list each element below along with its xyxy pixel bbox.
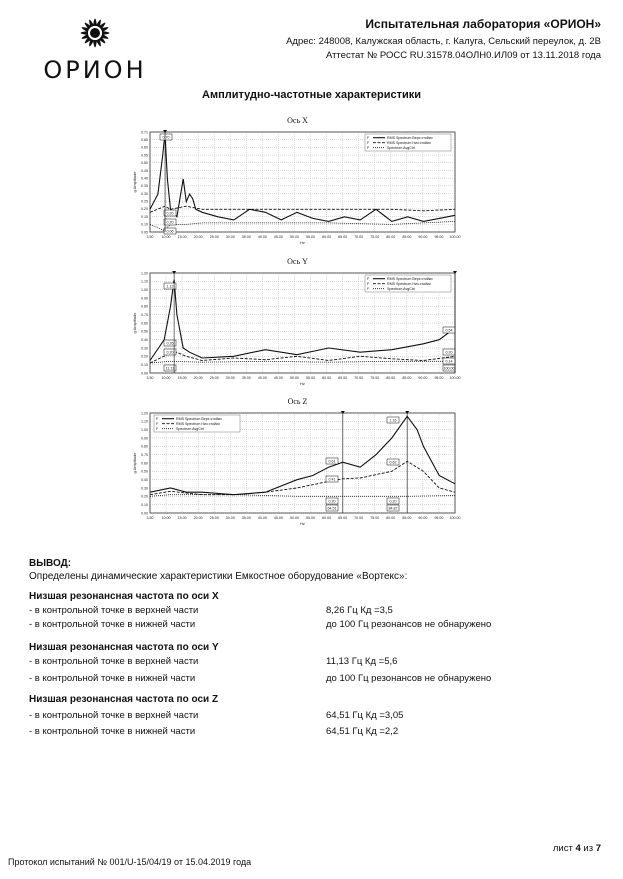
chart-legend bbox=[365, 275, 451, 292]
y-tick-label: 0.60 bbox=[141, 461, 148, 466]
y-tick-label: 0.30 bbox=[141, 346, 148, 351]
conclusion-heading: ВЫВОД: bbox=[29, 558, 72, 569]
row-value: 64,51 Гц Кд =2,2 bbox=[326, 726, 399, 737]
y-tick-label: 1.20 bbox=[141, 411, 148, 416]
annotation-label: 0.41 bbox=[328, 477, 336, 482]
annotation-label: 0.61 bbox=[328, 459, 336, 464]
x-tick-label: 80.00 bbox=[386, 235, 396, 239]
annotation-label: 100.00 bbox=[443, 366, 455, 371]
y-tick-label: 0.10 bbox=[141, 222, 148, 227]
x-tick-label: 35.00 bbox=[241, 235, 251, 239]
y-tick-label: 1.10 bbox=[141, 419, 148, 424]
y-tick-label: 0.70 bbox=[141, 452, 148, 457]
logo-text: ОРИОН bbox=[43, 56, 147, 84]
chart-title: Ось Y bbox=[287, 257, 308, 266]
y-tick-label: 0.05 bbox=[141, 230, 148, 235]
y-tick-label: 0.35 bbox=[141, 184, 148, 189]
row-value: до 100 Гц резонансов не обнаружено bbox=[326, 619, 492, 630]
cursor-marker bbox=[453, 271, 457, 274]
chart-svg-x bbox=[130, 130, 465, 248]
series-line bbox=[150, 495, 455, 497]
x-tick-label: 90.00 bbox=[418, 516, 428, 520]
y-tick-label: 0.10 bbox=[141, 502, 148, 507]
x-tick-label: 30.00 bbox=[225, 235, 235, 239]
legend-entry: RMS Spectrum Низ стойки bbox=[387, 282, 431, 286]
row-label: - в контрольной точке в верхней части bbox=[29, 710, 199, 721]
x-tick-label: 70.00 bbox=[354, 235, 364, 239]
annotation-label: 0.26 bbox=[166, 341, 174, 346]
row-label: - в контрольной точке в нижней части bbox=[29, 673, 196, 684]
y-tick-label: 0.20 bbox=[141, 207, 148, 212]
x-tick-label: 15.00 bbox=[177, 376, 187, 380]
x-tick-label: 70.00 bbox=[354, 516, 364, 520]
cursor-marker bbox=[341, 411, 345, 414]
annotation-label: 1.12 bbox=[166, 284, 174, 289]
x-tick-label: 100.00 bbox=[449, 376, 461, 380]
x-tick-label: 80.00 bbox=[386, 516, 396, 520]
cursor-marker bbox=[163, 130, 167, 133]
legend-flag: F bbox=[367, 141, 370, 145]
y-tick-label: 0.50 bbox=[141, 161, 148, 166]
x-tick-label: 45.00 bbox=[273, 516, 283, 520]
page-prefix: лист bbox=[552, 843, 576, 854]
row-value: до 100 Гц резонансов не обнаружено bbox=[326, 673, 492, 684]
x-tick-label: 75.00 bbox=[370, 516, 380, 520]
y-tick-label: 0.10 bbox=[141, 362, 148, 367]
annotation-label: 0.20 bbox=[328, 499, 336, 504]
y-axis-label: g Amplitude bbox=[132, 452, 137, 474]
x-tick-label: 55.00 bbox=[306, 235, 316, 239]
annotation-label: 0.20 bbox=[166, 350, 174, 355]
annotation-label: 0.20 bbox=[445, 350, 453, 355]
y-tick-label: 1.10 bbox=[141, 279, 148, 284]
legend-entry: RMS Spectrum Верх стойки bbox=[176, 417, 222, 421]
x-axis-label: Hz bbox=[300, 521, 305, 526]
x-tick-label: 75.00 bbox=[370, 376, 380, 380]
legend-flag: F bbox=[367, 282, 370, 286]
y-tick-label: 0.40 bbox=[141, 477, 148, 482]
annotation-label: 0.20 bbox=[166, 211, 174, 216]
x-tick-label: 85.00 bbox=[402, 235, 412, 239]
x-tick-label: 100.00 bbox=[449, 516, 461, 520]
row-value: 64,51 Гц Кд =3,05 bbox=[326, 710, 404, 721]
x-tick-label: 95.00 bbox=[434, 235, 444, 239]
y-tick-label: 0.00 bbox=[141, 511, 148, 516]
conclusion-summary: Определены динамические характеристики Емкостное оборудование «Вортекс»: bbox=[29, 571, 408, 582]
y-tick-label: 0.60 bbox=[141, 145, 148, 150]
row-label: - в контрольной точке в нижней части bbox=[29, 619, 196, 630]
annotation-label: 84.87 bbox=[388, 506, 398, 511]
x-tick-label: 15.00 bbox=[177, 516, 187, 520]
x-tick-label: 95.00 bbox=[434, 516, 444, 520]
y-tick-label: 0.90 bbox=[141, 436, 148, 441]
y-tick-label: 0.30 bbox=[141, 191, 148, 196]
x-tick-label: 70.00 bbox=[354, 376, 364, 380]
series-line bbox=[150, 221, 455, 230]
cursor-marker bbox=[172, 271, 176, 274]
x-tick-label: 10.00 bbox=[161, 516, 171, 520]
y-axis-label: g Amplitude bbox=[132, 171, 137, 193]
y-tick-label: 0.65 bbox=[141, 137, 148, 142]
x-tick-label: 45.00 bbox=[273, 235, 283, 239]
x-tick-label: 100.00 bbox=[449, 235, 461, 239]
x-tick-label: 3.50 bbox=[146, 235, 154, 239]
x-tick-label: 40.00 bbox=[257, 376, 267, 380]
legend-entry: Spectrum AvgCtrl bbox=[387, 146, 415, 150]
x-tick-label: 25.00 bbox=[209, 235, 219, 239]
legend-flag: F bbox=[367, 136, 370, 140]
x-tick-label: 75.00 bbox=[370, 235, 380, 239]
y-tick-label: 0.90 bbox=[141, 296, 148, 301]
protocol-footer: Протокол испытаний № 001/U-15/04/19 от 15.04.2019 года bbox=[8, 857, 252, 867]
legend-entry: RMS Spectrum Низ стойки bbox=[176, 422, 220, 426]
x-tick-label: 3.50 bbox=[146, 376, 154, 380]
annotation-label: 0.20 bbox=[389, 499, 397, 504]
chart-axis-z bbox=[130, 397, 465, 526]
group-title-x: Низшая резонансная частота по оси X bbox=[29, 591, 219, 602]
chart-axis-y bbox=[130, 257, 465, 386]
y-tick-label: 0.70 bbox=[141, 312, 148, 317]
orion-logo bbox=[40, 8, 150, 88]
x-tick-label: 60.00 bbox=[322, 516, 332, 520]
y-tick-label: 0.45 bbox=[141, 168, 148, 173]
annotation-label: 1.16 bbox=[389, 418, 397, 423]
x-tick-label: 40.00 bbox=[257, 235, 267, 239]
x-tick-label: 15.00 bbox=[177, 235, 187, 239]
lab-name: Испытательная лаборатория «ОРИОН» bbox=[365, 17, 601, 31]
x-tick-label: 60.00 bbox=[322, 235, 332, 239]
x-tick-label: 85.00 bbox=[402, 516, 412, 520]
legend-flag: F bbox=[156, 427, 159, 431]
y-tick-label: 0.00 bbox=[141, 371, 148, 376]
x-tick-label: 35.00 bbox=[241, 376, 251, 380]
x-tick-label: 45.00 bbox=[273, 376, 283, 380]
annotation-label: 11.13 bbox=[165, 366, 175, 371]
x-tick-label: 40.00 bbox=[257, 516, 267, 520]
y-tick-label: 0.71 bbox=[141, 130, 148, 135]
x-tick-label: 30.00 bbox=[225, 376, 235, 380]
y-tick-label: 0.40 bbox=[141, 337, 148, 342]
x-tick-label: 50.00 bbox=[289, 376, 299, 380]
x-axis-label: Hz bbox=[300, 381, 305, 386]
y-tick-label: 0.30 bbox=[141, 486, 148, 491]
legend-entry: Spectrum AvgCtrl bbox=[176, 427, 204, 431]
chart-legend bbox=[154, 415, 240, 432]
legend-flag: F bbox=[367, 277, 370, 281]
section-title: Амплитудно-частотные характеристики bbox=[202, 89, 421, 101]
page-current: 4 bbox=[575, 843, 581, 854]
y-tick-label: 0.55 bbox=[141, 153, 148, 158]
chart-svg-y bbox=[130, 271, 465, 389]
row-value: 8,26 Гц Кд =3,5 bbox=[326, 605, 393, 616]
x-tick-label: 55.00 bbox=[306, 516, 316, 520]
x-tick-label: 20.00 bbox=[193, 376, 203, 380]
annotation-label: 64.51 bbox=[327, 506, 337, 511]
x-tick-label: 3.50 bbox=[146, 516, 154, 520]
y-tick-label: 1.20 bbox=[141, 271, 148, 276]
series-line bbox=[150, 361, 455, 363]
y-axis-label: g Amplitude bbox=[132, 312, 137, 334]
legend-entry: Spectrum AvgCtrl bbox=[387, 287, 415, 291]
y-tick-label: 0.20 bbox=[141, 494, 148, 499]
legend-entry: RMS Spectrum Низ стойки bbox=[387, 141, 431, 145]
y-tick-label: 0.15 bbox=[141, 214, 148, 219]
y-tick-label: 0.80 bbox=[141, 304, 148, 309]
x-tick-label: 10.00 bbox=[161, 376, 171, 380]
row-label: - в контрольной точке в верхней части bbox=[29, 656, 199, 667]
legend-flag: F bbox=[156, 417, 159, 421]
x-tick-label: 65.00 bbox=[338, 235, 348, 239]
x-tick-label: 10.00 bbox=[161, 235, 171, 239]
x-tick-label: 90.00 bbox=[418, 376, 428, 380]
x-tick-label: 50.00 bbox=[289, 235, 299, 239]
annotation-label: 0.62 bbox=[389, 460, 397, 465]
x-tick-label: 60.00 bbox=[322, 376, 332, 380]
lab-address: Адрес: 248008, Калужская область, г. Калуга, Сельский переулок, д. 2В bbox=[286, 36, 601, 47]
x-tick-label: 20.00 bbox=[193, 235, 203, 239]
annotation-label: 0.20 bbox=[166, 220, 174, 225]
chart-svg-z bbox=[130, 411, 465, 536]
y-tick-label: 0.40 bbox=[141, 176, 148, 181]
legend-entry: RMS Spectrum Верх стойки bbox=[387, 277, 433, 281]
legend-flag: F bbox=[367, 146, 370, 150]
annotation-label: 0.14 bbox=[445, 359, 453, 364]
x-tick-label: 35.00 bbox=[241, 516, 251, 520]
chart-legend bbox=[365, 134, 451, 151]
page-sep: из bbox=[580, 843, 596, 854]
cursor-marker bbox=[405, 411, 409, 414]
x-tick-label: 30.00 bbox=[225, 516, 235, 520]
y-tick-label: 0.60 bbox=[141, 321, 148, 326]
x-tick-label: 25.00 bbox=[209, 516, 219, 520]
y-tick-label: 0.80 bbox=[141, 444, 148, 449]
chart-title: Ось Z bbox=[287, 397, 308, 406]
chart-axis-x bbox=[130, 116, 465, 245]
x-tick-label: 65.00 bbox=[338, 376, 348, 380]
x-tick-label: 25.00 bbox=[209, 376, 219, 380]
y-tick-label: 0.50 bbox=[141, 469, 148, 474]
y-tick-label: 1.00 bbox=[141, 427, 148, 432]
group-title-y: Низшая резонансная частота по оси Y bbox=[29, 642, 219, 653]
y-tick-label: 0.50 bbox=[141, 329, 148, 334]
chart-title: Ось X bbox=[287, 116, 308, 125]
x-tick-label: 80.00 bbox=[386, 376, 396, 380]
x-tick-label: 55.00 bbox=[306, 376, 316, 380]
x-tick-label: 90.00 bbox=[418, 235, 428, 239]
row-value: 11,13 Гц Кд =5,6 bbox=[326, 656, 398, 667]
y-tick-label: 0.20 bbox=[141, 354, 148, 359]
annotation-label: 0.54 bbox=[445, 328, 453, 333]
row-label: - в контрольной точке в нижней части bbox=[29, 726, 196, 737]
annotation-label: 0.06 bbox=[166, 229, 174, 234]
x-tick-label: 85.00 bbox=[402, 376, 412, 380]
lab-certificate: Аттестат № РОСС RU.31578.04ОЛН0.ИЛ09 от 13.11.2018 года bbox=[325, 50, 601, 61]
y-tick-label: 0.25 bbox=[141, 199, 148, 204]
x-axis-label: Hz bbox=[300, 240, 305, 245]
x-tick-label: 20.00 bbox=[193, 516, 203, 520]
page-number bbox=[553, 843, 601, 854]
y-tick-label: 1.00 bbox=[141, 287, 148, 292]
row-label: - в контрольной точке в верхней части bbox=[29, 605, 199, 616]
legend-flag: F bbox=[156, 422, 159, 426]
x-tick-label: 65.00 bbox=[338, 516, 348, 520]
x-tick-label: 95.00 bbox=[434, 376, 444, 380]
sun-emblem-icon bbox=[65, 8, 125, 58]
group-title-z: Низшая резонансная частота по оси Z bbox=[29, 694, 219, 705]
legend-entry: RMS Spectrum Верх стойки bbox=[387, 136, 433, 140]
x-tick-label: 50.00 bbox=[289, 516, 299, 520]
page-total: 7 bbox=[595, 843, 601, 854]
legend-flag: F bbox=[367, 287, 370, 291]
annotation-label: 0.70 bbox=[162, 135, 170, 140]
